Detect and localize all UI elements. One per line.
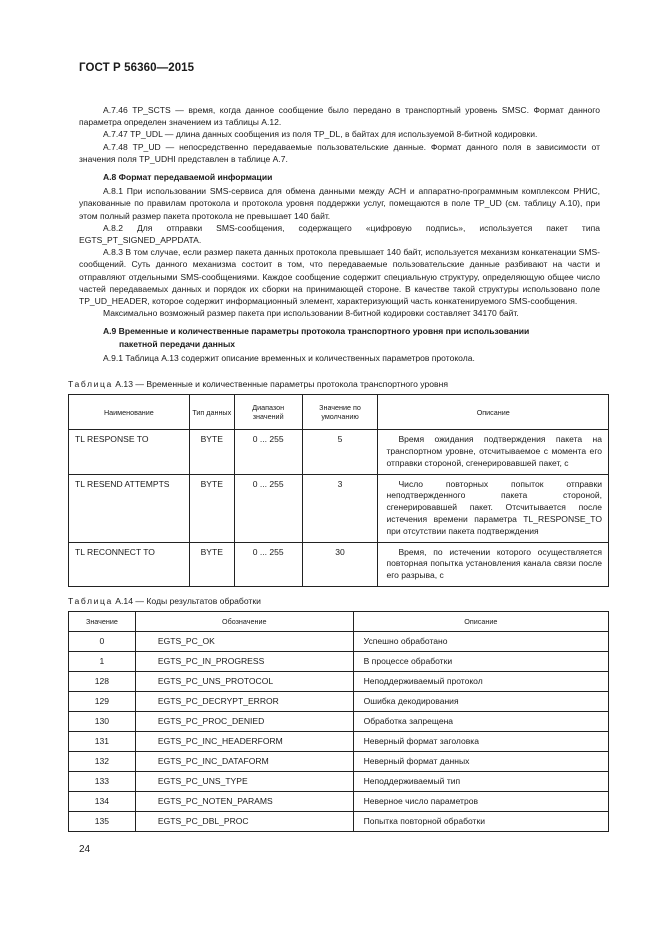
table13-header-desc: Описание	[378, 395, 609, 430]
section-a9-title-line1: А.9 Временные и количественные параметры протокола транспортного уровня при использовании	[103, 326, 530, 337]
table14-cell-name: EGTS_PC_IN_PROGRESS	[135, 652, 353, 672]
table-row	[69, 430, 609, 474]
table14-cell-value: 135	[69, 812, 136, 832]
table14-cell-desc: Неверный формат данных	[353, 752, 608, 772]
table13-cell-type: BYTE	[189, 474, 234, 542]
table14-cell-value: 133	[69, 772, 136, 792]
table13-caption-rest: А.13 — Временные и количественные параметры протокола транспортного уровня	[112, 379, 448, 390]
table14-cell-value: 132	[69, 752, 136, 772]
table13-caption-word: Таблица	[68, 379, 113, 390]
table14-cell-desc: Неверное число параметров	[353, 792, 608, 812]
table-row	[69, 712, 609, 732]
table13-cell-desc: Число повторных попыток отправки неподтвержденного пакета стороной, сгенерировавшей пакет. Отсчитывается после истечения времени параметра TL_RESPONSE_TO при отсутствии пакета подтверждения	[378, 474, 609, 542]
table13-cell-default: 3	[302, 474, 378, 542]
table14-cell-desc: В процессе обработки	[353, 652, 608, 672]
table-row	[69, 542, 609, 586]
table13-cell-type: BYTE	[189, 542, 234, 586]
table14-cell-value: 130	[69, 712, 136, 732]
table14-caption	[68, 595, 600, 607]
table14-cell-name: EGTS_PC_PROC_DENIED	[135, 712, 353, 732]
table14-cell-name: EGTS_PC_OK	[135, 632, 353, 652]
table-row	[69, 672, 609, 692]
paragraph-a8-2: А.8.2 Для отправки SMS-сообщения, содержащего «цифровую подпись», используется пакет типа EGTS_PT_SIGNED_APPDATA.	[79, 222, 600, 246]
table-row	[69, 752, 609, 772]
table-row	[69, 474, 609, 542]
table-row	[69, 772, 609, 792]
table13-cell-name: TL RECONNECT TO	[69, 542, 190, 586]
table14	[68, 611, 609, 832]
table13-cell-range: 0 ... 255	[234, 542, 302, 586]
section-a9-title	[79, 325, 600, 349]
paragraph-a8-3: А.8.3 В том случае, если размер пакета данных протокола превышает 140 байт, используется механизм конкатенации SMS-сообщений. Суть данного механизма состоит в том, что передаваемые пользовательские данные разбивают на части и отправляют отдельными SMS-сообщениями. Каждое сообщение содержит специальную структуру, определяющую общее число частей передаваемых данных и порядок их сборки на принимающей стороне. В качестве такой структуры использовано поле TP_UD_HEADER, которое содержит информационный элемент, характеризующий часть конкатенируемого SMS-сообщения.	[79, 247, 600, 307]
table14-caption-rest: А.14 — Коды результатов обработки	[112, 596, 261, 607]
table14-header-value: Значение	[69, 612, 136, 632]
table13-header-default: Значение по умолчанию	[302, 395, 378, 430]
table13-header-range: Диапазон значений	[234, 395, 302, 430]
table14-cell-desc: Успешно обработано	[353, 632, 608, 652]
table14-cell-value: 131	[69, 732, 136, 752]
table13	[68, 394, 609, 587]
table14-cell-name: EGTS_PC_INC_HEADERFORM	[135, 732, 353, 752]
table14-cell-desc: Попытка повторной обработки	[353, 812, 608, 832]
table14-cell-name: EGTS_PC_UNS_TYPE	[135, 772, 353, 792]
table14-header-desc: Описание	[353, 612, 608, 632]
table14-cell-desc: Неподдерживаемый тип	[353, 772, 608, 792]
table14-cell-value: 134	[69, 792, 136, 812]
table14-cell-name: EGTS_PC_INC_DATAFORM	[135, 752, 353, 772]
table14-cell-value: 129	[69, 692, 136, 712]
table-row	[69, 812, 609, 832]
paragraph-a7-47: А.7.47 TP_UDL — длина данных сообщения из поля TP_DL, в байтах для используемой 8-битной кодировки.	[103, 129, 538, 140]
document-body	[68, 104, 602, 832]
table13-cell-type: BYTE	[189, 430, 234, 474]
table14-cell-desc: Ошибка декодирования	[353, 692, 608, 712]
table-row	[69, 792, 609, 812]
table13-header-type: Тип данных	[189, 395, 234, 430]
paragraph-a8-max-size: Максимально возможный размер пакета при использовании 8-битной кодировки составляет 34170 байт.	[103, 308, 519, 319]
table14-cell-value: 128	[69, 672, 136, 692]
table14-cell-name: EGTS_PC_DBL_PROC	[135, 812, 353, 832]
table14-cell-desc: Неподдерживаемый протокол	[353, 672, 608, 692]
table13-cell-default: 5	[302, 430, 378, 474]
table-row	[69, 732, 609, 752]
table13-cell-name: TL RESEND ATTEMPTS	[69, 474, 190, 542]
table13-cell-default: 30	[302, 542, 378, 586]
table14-caption-word: Таблица	[68, 596, 113, 607]
paragraph-a9-1: А.9.1 Таблица А.13 содержит описание временных и количественных параметров протокола.	[103, 352, 475, 363]
table13-caption	[68, 378, 600, 390]
document-header: ГОСТ Р 56360—2015	[79, 62, 195, 74]
table-row	[69, 652, 609, 672]
table-row	[69, 632, 609, 652]
table13-cell-desc: Время ожидания подтверждения пакета на транспортном уровне, отсчитываемое с момента его отправки стороной, сгенерировавшей пакет, с	[378, 430, 609, 474]
table14-cell-desc: Обработка запрещена	[353, 712, 608, 732]
paragraph-a7-48: А.7.48 TP_UD — непосредственно передаваемые пользовательские данные. Формат данного поля в зависимости от значения поля TP_UDHI представлен в таблице А.7.	[79, 141, 600, 164]
table13-cell-desc: Время, по истечении которого осуществляется повторная попытка установления канала связи после его разрыва, с	[378, 542, 609, 586]
table13-cell-range: 0 ... 255	[234, 430, 302, 474]
table13-header-name: Наименование	[69, 395, 190, 430]
page-number: 24	[79, 844, 91, 855]
table14-cell-value: 1	[69, 652, 136, 672]
section-a8-title: А.8 Формат передаваемой информации	[103, 172, 273, 183]
table14-cell-name: EGTS_PC_UNS_PROTOCOL	[135, 672, 353, 692]
table13-cell-name: TL RESPONSE TO	[69, 430, 190, 474]
table14-header-name: Обозначение	[135, 612, 353, 632]
table14-cell-value: 0	[69, 632, 136, 652]
table13-header-row	[69, 395, 609, 430]
table14-header-row	[69, 612, 609, 632]
paragraph-a7-46: А.7.46 TP_SCTS — время, когда данное сообщение было передано в транспортный уровень SMSC. Формат данного параметра определен значением из таблицы А.12.	[79, 105, 600, 128]
table14-cell-name: EGTS_PC_NOTEN_PARAMS	[135, 792, 353, 812]
table14-cell-name: EGTS_PC_DECRYPT_ERROR	[135, 692, 353, 712]
table-row	[69, 692, 609, 712]
table13-cell-range: 0 ... 255	[234, 474, 302, 542]
paragraph-a8-1: А.8.1 При использовании SMS-сервиса для обмена данными между АСН и аппаратно-программным комплексом РНИС, упакованные по правилам протокола и протокола уровня поддержки услуг, помещаются в поле TP_UD (см. таблицу А.10), при этом полный размер пакета протокола не превышает 140 байт.	[79, 186, 600, 221]
table14-cell-desc: Неверный формат заголовка	[353, 732, 608, 752]
section-a9-title-line2: пакетной передачи данных	[119, 338, 236, 349]
